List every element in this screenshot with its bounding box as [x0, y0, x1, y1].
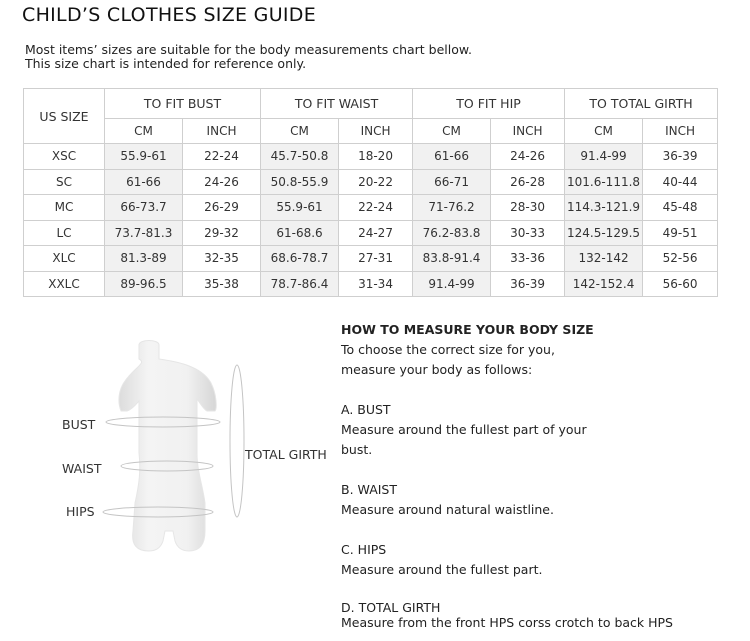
- intro-text: [25, 43, 472, 71]
- size-cell: XXLC: [24, 271, 105, 297]
- table-cell: 45-48: [643, 195, 718, 221]
- unit-header: INCH: [643, 119, 718, 144]
- page-title: CHILD’S CLOTHES SIZE GUIDE: [22, 4, 317, 26]
- mannequin-figure: [55, 335, 335, 565]
- table-cell: 91.4-99: [413, 271, 491, 297]
- table-cell: 32-35: [183, 246, 261, 272]
- table-cell: 26-28: [491, 169, 565, 195]
- bust-instruction: Measure around the fullest part of your: [341, 422, 587, 437]
- table-cell: 50.8-55.9: [261, 169, 339, 195]
- intro-line: This size chart is intended for reference only.: [25, 56, 307, 71]
- group-header-girth: TO TOTAL GIRTH: [565, 89, 718, 119]
- table-cell: 35-38: [183, 271, 261, 297]
- table-cell: 71-76.2: [413, 195, 491, 221]
- table-cell: 66-71: [413, 169, 491, 195]
- hips-instruction: Measure around the fullest part.: [341, 562, 543, 577]
- table-cell: 91.4-99: [565, 144, 643, 170]
- table-cell: 114.3-121.9: [565, 195, 643, 221]
- table-cell: 30-33: [491, 220, 565, 246]
- unit-header: CM: [105, 119, 183, 144]
- how-to-intro: To choose the correct size for you,: [341, 342, 555, 357]
- waist-instruction: Measure around natural waistline.: [341, 502, 554, 517]
- waist-title: B. WAIST: [341, 482, 398, 497]
- table-cell: 68.6-78.7: [261, 246, 339, 272]
- table-cell: 55.9-61: [261, 195, 339, 221]
- unit-header: INCH: [491, 119, 565, 144]
- table-cell: 40-44: [643, 169, 718, 195]
- table-row: [24, 271, 718, 297]
- table-cell: 28-30: [491, 195, 565, 221]
- waist-label: WAIST: [62, 461, 102, 476]
- table-cell: 83.8-91.4: [413, 246, 491, 272]
- table-cell: 24-26: [183, 169, 261, 195]
- hips-label: HIPS: [66, 504, 95, 519]
- table-row: [24, 144, 718, 170]
- size-cell: MC: [24, 195, 105, 221]
- table-row: [24, 169, 718, 195]
- unit-header: INCH: [183, 119, 261, 144]
- table-cell: 61-68.6: [261, 220, 339, 246]
- table-cell: 78.7-86.4: [261, 271, 339, 297]
- size-chart-table: [23, 88, 718, 297]
- girth-measure-line: [230, 365, 244, 517]
- bust-title: A. BUST: [341, 402, 391, 417]
- table-cell: 26-29: [183, 195, 261, 221]
- table-cell: 61-66: [413, 144, 491, 170]
- size-cell: XLC: [24, 246, 105, 272]
- table-cell: 45.7-50.8: [261, 144, 339, 170]
- us-size-header: US SIZE: [24, 89, 105, 144]
- table-cell: 22-24: [339, 195, 413, 221]
- group-header-bust: TO FIT BUST: [105, 89, 261, 119]
- table-row: [24, 195, 718, 221]
- total-girth-label: TOTAL GIRTH: [245, 447, 327, 462]
- table-cell: 27-31: [339, 246, 413, 272]
- table-cell: 36-39: [491, 271, 565, 297]
- table-cell: 33-36: [491, 246, 565, 272]
- table-cell: 73.7-81.3: [105, 220, 183, 246]
- size-cell: SC: [24, 169, 105, 195]
- size-cell: XSC: [24, 144, 105, 170]
- table-cell: 22-24: [183, 144, 261, 170]
- table-cell: 20-22: [339, 169, 413, 195]
- table-row: [24, 246, 718, 272]
- table-cell: 29-32: [183, 220, 261, 246]
- table-cell: 66-73.7: [105, 195, 183, 221]
- table-cell: 61-66: [105, 169, 183, 195]
- mannequin-body: [119, 341, 216, 552]
- table-cell: 89-96.5: [105, 271, 183, 297]
- how-to-heading: HOW TO MEASURE YOUR BODY SIZE: [341, 322, 594, 337]
- group-header-hip: TO FIT HIP: [413, 89, 565, 119]
- table-row: [24, 220, 718, 246]
- table-cell: 52-56: [643, 246, 718, 272]
- table-cell: 56-60: [643, 271, 718, 297]
- girth-title: D. TOTAL GIRTH: [341, 600, 441, 615]
- table-cell: 101.6-111.8: [565, 169, 643, 195]
- unit-header: CM: [413, 119, 491, 144]
- table-cell: 132-142: [565, 246, 643, 272]
- table-cell: 142-152.4: [565, 271, 643, 297]
- table-cell: 76.2-83.8: [413, 220, 491, 246]
- group-header-waist: TO FIT WAIST: [261, 89, 413, 119]
- bust-instruction: bust.: [341, 442, 373, 457]
- table-cell: 124.5-129.5: [565, 220, 643, 246]
- bust-label: BUST: [62, 417, 96, 432]
- unit-header: CM: [261, 119, 339, 144]
- how-to-intro: measure your body as follows:: [341, 362, 533, 377]
- table-cell: 81.3-89: [105, 246, 183, 272]
- unit-header: CM: [565, 119, 643, 144]
- table-cell: 24-27: [339, 220, 413, 246]
- table-cell: 49-51: [643, 220, 718, 246]
- table-cell: 36-39: [643, 144, 718, 170]
- table-cell: 55.9-61: [105, 144, 183, 170]
- table-cell: 24-26: [491, 144, 565, 170]
- intro-line: Most items’ sizes are suitable for the body measurements chart bellow.: [25, 42, 472, 57]
- size-cell: LC: [24, 220, 105, 246]
- table-cell: 31-34: [339, 271, 413, 297]
- girth-instruction: Measure from the front HPS corss crotch to back HPS: [341, 615, 673, 630]
- hips-title: C. HIPS: [341, 542, 387, 557]
- unit-header: INCH: [339, 119, 413, 144]
- table-cell: 18-20: [339, 144, 413, 170]
- how-to-measure-section: [341, 320, 741, 630]
